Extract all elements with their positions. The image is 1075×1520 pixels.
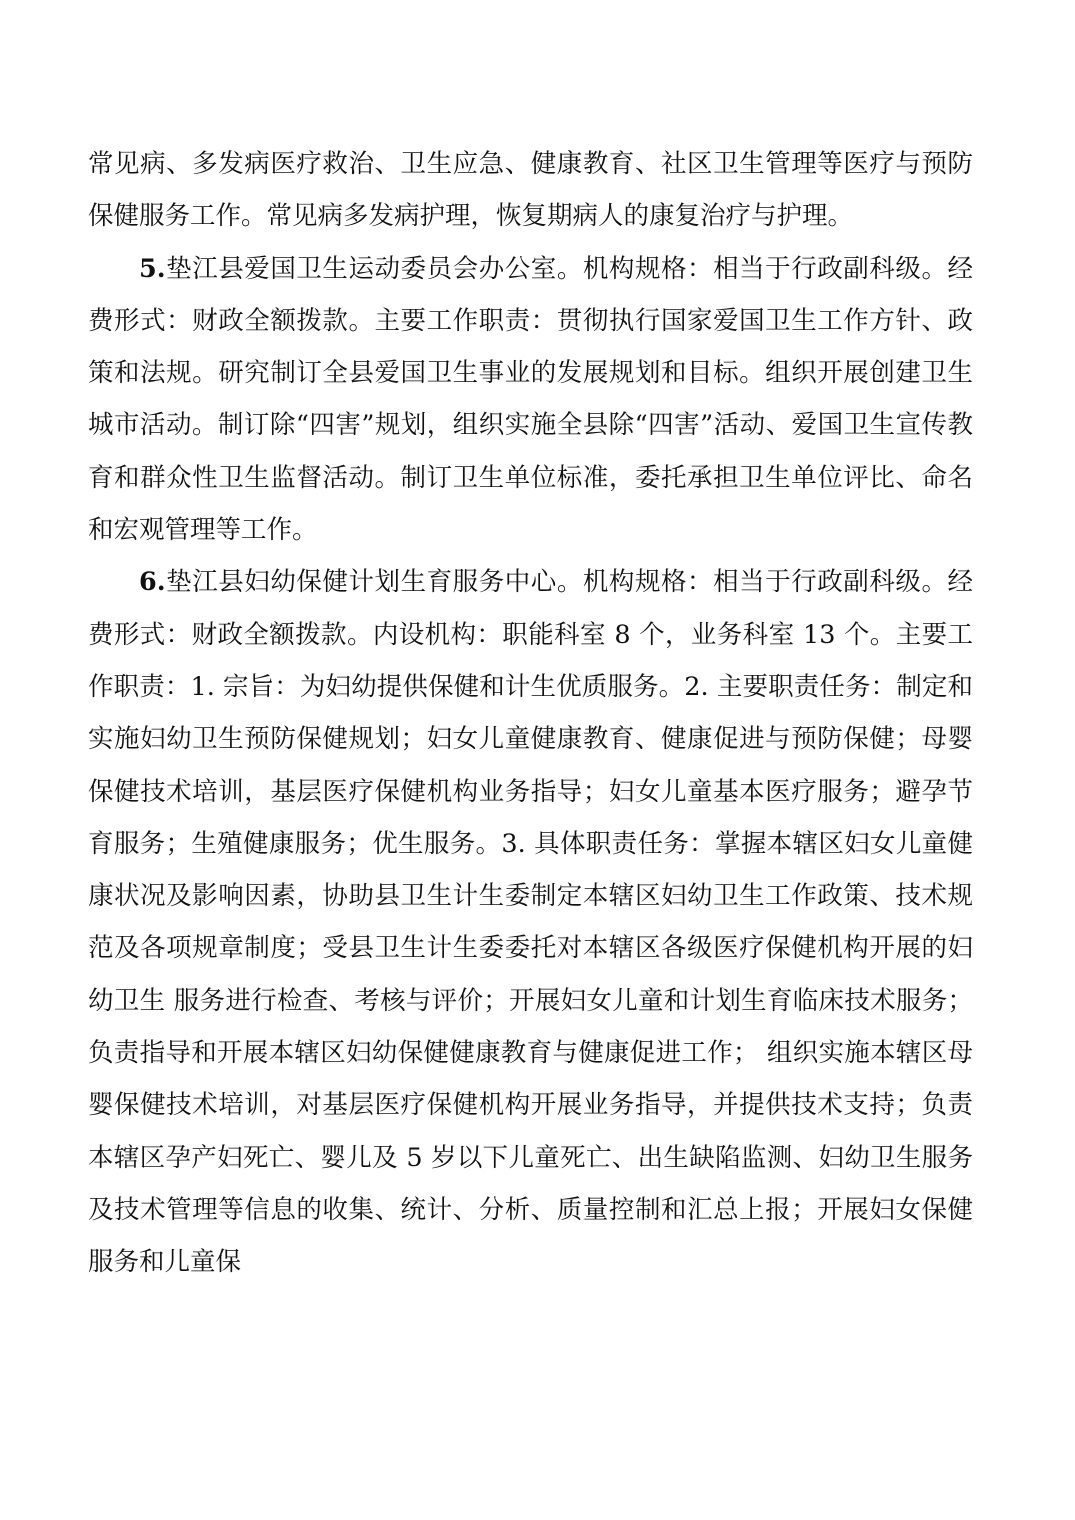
paragraph-text: 垫江县妇幼保健计划生育服务中心。机构规格：相当于行政副科级。经费形式：财政全额拨款。内设机构：职能科室 8 个，业务科室 13 个。主要工作职责：1. 宗旨：为妇幼提供保健和计生优质服务。2. 主要职责任务：制定和实施妇幼卫生预防保健规划；妇女儿童健康教育、健康促进与预防保健；母婴保健技术培训，基层医疗保健机构业务指导；妇女儿童基本医疗服务；避孕节育服务；生殖健康服务；优生服务。3. 具体职责任务：掌握本辖区妇女儿童健康状况及影响因素，协助县卫生计生委制定本辖区妇幼卫生工作政策、技术规范及各项规章制度；受县卫生计生委委托对本辖区各级医疗保健机构开展的妇幼卫生 服务进行检查、考核与评价；开展妇女儿童和计划生育临床技术服务；负责指导和开展本辖区妇幼保健健康教育与健康促进工作； 组织实施本辖区母婴保健技术培训，对基层医疗保健机构开展业务指导，并提供技术支持；负责本辖区孕产妇死亡、婴儿及 5 岁以下儿童死亡、出生缺陷监测、妇幼卫生服务及技术管理等信息的收集、统计、分析、质量控制和汇总上报；开展妇女保健服务和儿童保 bbox=[88, 567, 973, 1278]
paragraph-item-5 bbox=[88, 243, 973, 557]
paragraph-continuation bbox=[88, 138, 973, 243]
item-number: 6. bbox=[139, 567, 166, 598]
paragraph-text: 常见病、多发病医疗救治、卫生应急、健康教育、社区卫生管理等医疗与预防保健服务工作。常见病多发病护理，恢复期病人的康复治疗与护理。 bbox=[88, 149, 973, 232]
paragraph-text: 垫江县爱国卫生运动委员会办公室。机构规格：相当于行政副科级。经费形式：财政全额拨款。主要工作职责：贯彻执行国家爱国卫生工作方针、政策和法规。研究制订全县爱国卫生事业的发展规划和目标。组织开展创建卫生城市活动。制订除“四害”规划，组织实施全县除“四害”活动、爱国卫生宣传教育和群众性卫生监督活动。制订卫生单位标准，委托承担卫生单位评比、命名和宏观管理等工作。 bbox=[88, 253, 973, 546]
item-number: 5. bbox=[139, 253, 166, 284]
paragraph-item-6 bbox=[88, 556, 973, 1288]
body-text bbox=[88, 138, 973, 1289]
